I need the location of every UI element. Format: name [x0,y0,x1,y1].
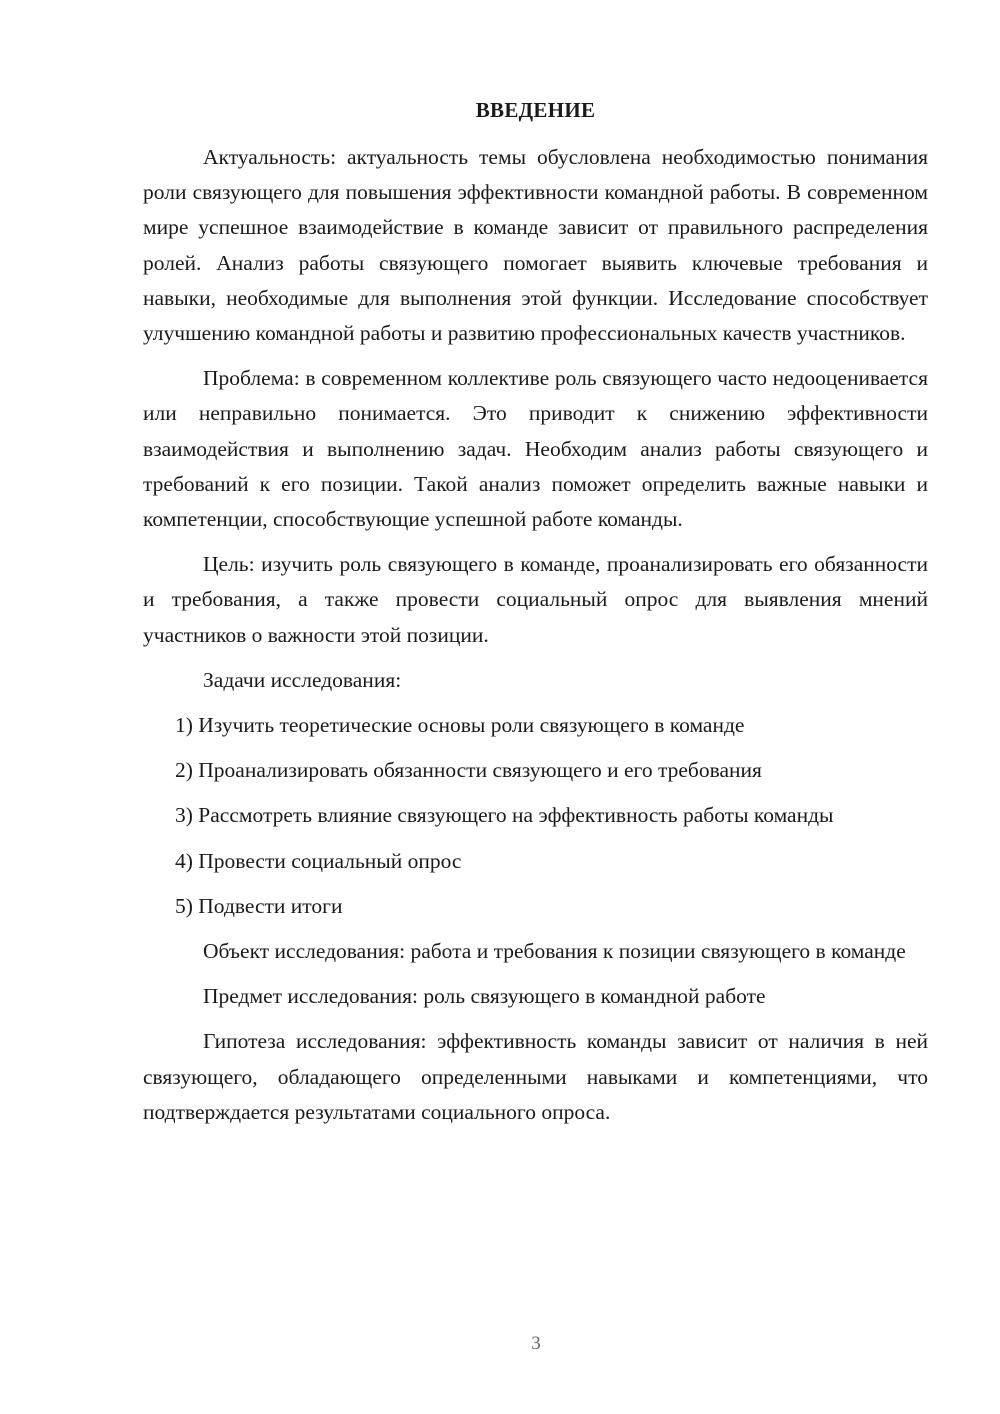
list-item: 3) Рассмотреть влияние связующего на эффективность работы команды [175,803,834,828]
list-item: 2) Проанализировать обязанности связующего и его требования [175,758,762,783]
tasks-heading: Задачи исследования: [203,667,402,692]
object-paragraph: Объект исследования: работа и требования к позиции связующего в команде [203,939,906,964]
hypothesis-paragraph: Гипотеза исследования: эффективность команды зависит от наличия в ней связующего, обладающего определенными навыками и компетенциями, что подтверждается результатами социального опроса. [143,1029,928,1124]
tasks-list [143,708,928,924]
page-title: ВВЕДЕНИЕ [475,98,596,122]
document-page [143,96,928,1140]
relevance-paragraph: Актуальность: актуальность темы обусловлена необходимостью понимания роли связующего для повышения эффективности командной работы. В современном мире успешное взаимодействие в команде зависит от правильного распределения ролей. Анализ работы связующего помогает выявить ключевые требования и навыки, необходимые для выполнения этой функции. Исследование способствует улучшению командной работы и развитию профессиональных качеств участников. [143,145,928,346]
list-item: 1) Изучить теоретические основы роли связующего в команде [175,713,745,738]
page-number: 3 [531,1333,541,1354]
subject-paragraph: Предмет исследования: роль связующего в командной работе [203,984,766,1009]
problem-paragraph: Проблема: в современном коллективе роль связующего часто недооценивается или неправильно понимается. Это приводит к снижению эффективности взаимодействия и выполнению задач. Необходим анализ работы связующего и требований к его позиции. Такой анализ поможет определить важные навыки и компетенции, способствующие успешной работе команды. [143,366,928,532]
list-item: 4) Провести социальный опрос [175,848,462,873]
list-item: 5) Подвести итоги [175,893,343,918]
goal-paragraph: Цель: изучить роль связующего в команде, проанализировать его обязанности и требования, а также провести социальный опрос для выявления мнений участников о важности этой позиции. [143,552,928,647]
